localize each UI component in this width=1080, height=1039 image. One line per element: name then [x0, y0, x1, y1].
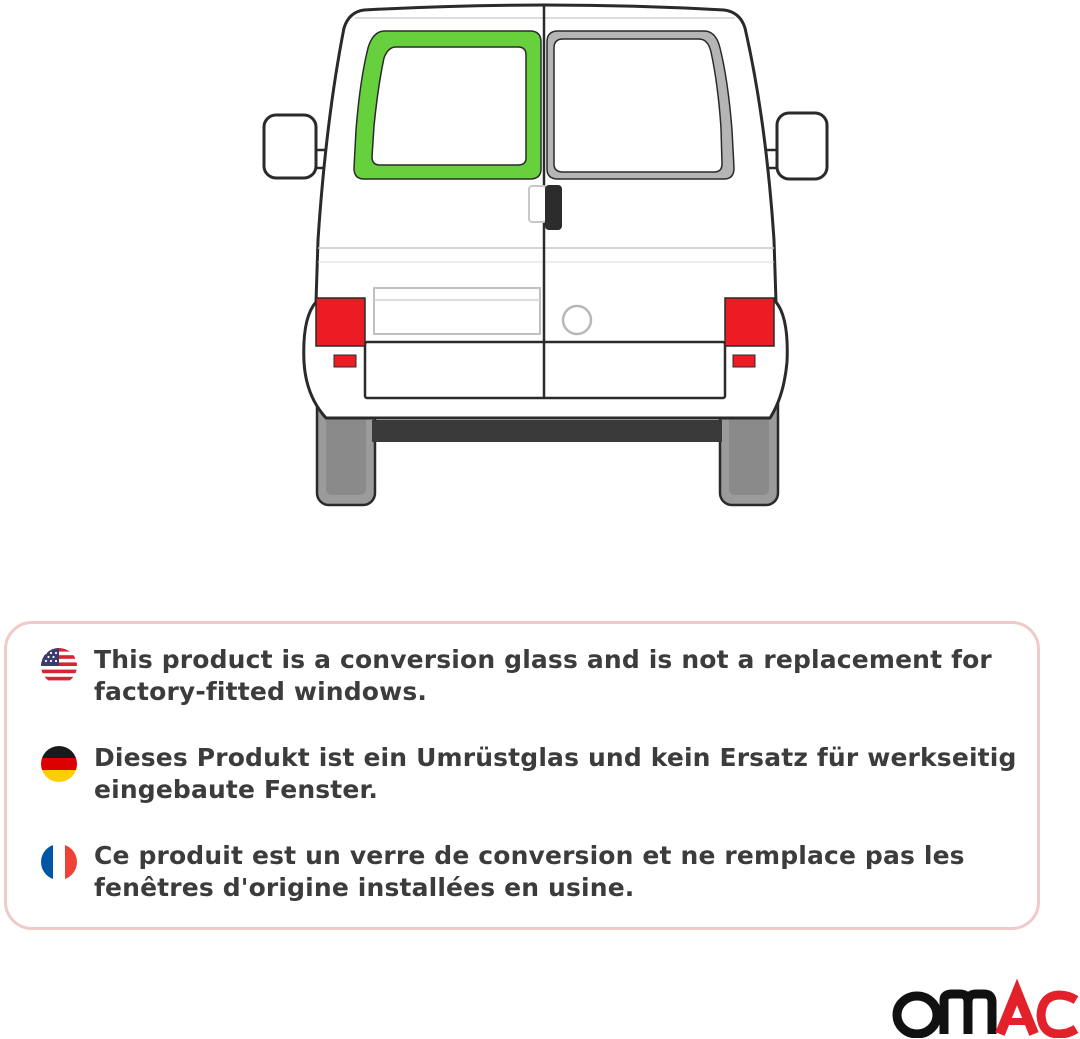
- lock-circle: [563, 306, 591, 334]
- omac-logo: [892, 978, 1080, 1038]
- license-plate-area: [374, 288, 540, 334]
- right-mirror: [764, 113, 827, 179]
- germany-flag-icon: [41, 746, 77, 782]
- notice-text-de: Dieses Produkt ist ein Umrüstglas und kein Ersatz für werkseitig eingebaute Fenster.: [94, 743, 1017, 804]
- left-rear-window-highlighted: [354, 31, 541, 179]
- right-rear-window: [547, 31, 734, 179]
- left-mirror: [264, 115, 330, 178]
- notice-box: [4, 621, 1040, 930]
- us-flag-icon: [41, 648, 77, 684]
- france-flag-icon: [41, 844, 77, 880]
- notice-text-fr: Ce produit est un verre de conversion et ne remplace pas les fenêtres d'origine installées en usine.: [94, 841, 965, 902]
- notice-text-en: This product is a conversion glass and is not a replacement for factory-fitted windows.: [94, 645, 992, 706]
- rear-step: [372, 420, 722, 442]
